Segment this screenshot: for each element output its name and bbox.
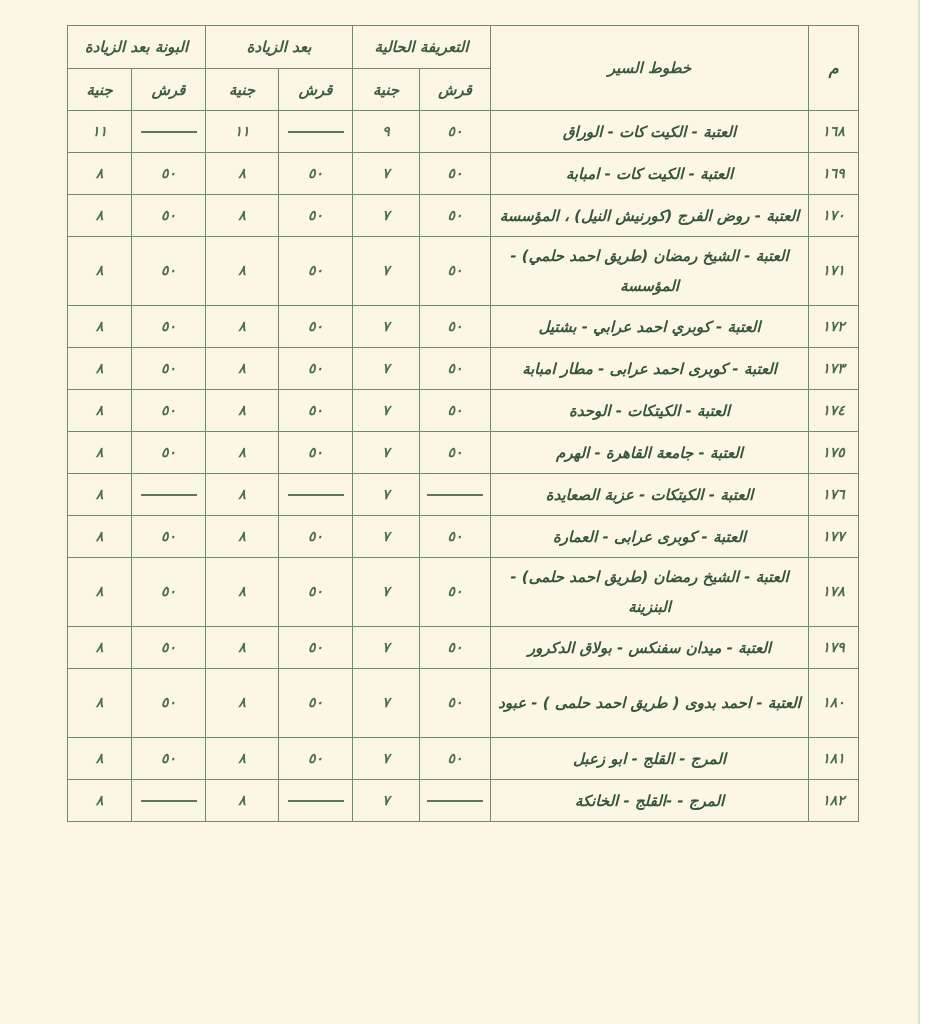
table-row: [68, 738, 859, 780]
route-name: العتبة - الشيخ رمضان (طريق احمد حلمي) - المؤسسة: [491, 237, 809, 306]
row-number: ١٨١: [809, 738, 859, 780]
current-piaster: ٥٠: [420, 516, 491, 558]
header-route: خطوط السير: [491, 26, 809, 111]
row-number: ١٨٢: [809, 780, 859, 822]
current-pound: ٧: [353, 780, 420, 822]
after-piaster: ٥٠: [279, 306, 353, 348]
route-name: العتبة - الكيتكات - الوحدة: [491, 390, 809, 432]
pass-piaster: ٥٠: [132, 558, 206, 627]
route-name: العتبة - احمد بدوى ( طريق احمد حلمى ) - عبود: [491, 669, 809, 738]
row-number: ١٧٦: [809, 474, 859, 516]
route-name: العتبة - كوبرى عرابى - العمارة: [491, 516, 809, 558]
after-pound: ٨: [206, 474, 279, 516]
pass-pound: ٨: [68, 306, 132, 348]
after-pound: ٨: [206, 153, 279, 195]
after-piaster: [279, 111, 353, 153]
header-current-piaster: قرش: [420, 69, 491, 111]
after-piaster: ٥٠: [279, 738, 353, 780]
header-num: م: [809, 26, 859, 111]
header-current-pound: جنية: [353, 69, 420, 111]
current-pound: ٧: [353, 237, 420, 306]
empty-dash: [288, 131, 344, 133]
table-row: [68, 627, 859, 669]
empty-dash: [427, 494, 483, 496]
pass-piaster: [132, 780, 206, 822]
route-name: العتبة - روض الفرج (كورنيش النيل) ، المؤسسة: [491, 195, 809, 237]
route-name: العتبة - الكيتكات - عزبة الصعايدة: [491, 474, 809, 516]
after-piaster: ٥٠: [279, 390, 353, 432]
current-pound: ٧: [353, 306, 420, 348]
table-row: [68, 195, 859, 237]
route-name: العتبة - الكيت كات - الوراق: [491, 111, 809, 153]
current-piaster: [420, 474, 491, 516]
route-name: العتبة - ميدان سفنكس - بولاق الدكرور: [491, 627, 809, 669]
current-pound: ٧: [353, 669, 420, 738]
table-row: [68, 780, 859, 822]
row-number: ١٧٩: [809, 627, 859, 669]
pass-piaster: ٥٠: [132, 153, 206, 195]
row-number: ١٦٨: [809, 111, 859, 153]
after-pound: ٨: [206, 669, 279, 738]
after-piaster: ٥٠: [279, 153, 353, 195]
header-current-fare: التعريفة الحالية: [353, 26, 491, 69]
pass-pound: ١١: [68, 111, 132, 153]
pass-pound: ٨: [68, 390, 132, 432]
route-name: المرج - -القلج - الخانكة: [491, 780, 809, 822]
pass-pound: ٨: [68, 348, 132, 390]
empty-dash: [288, 800, 344, 802]
row-number: ١٧٢: [809, 306, 859, 348]
current-piaster: ٥٠: [420, 237, 491, 306]
table-row: [68, 390, 859, 432]
pass-piaster: ٥٠: [132, 738, 206, 780]
after-pound: ١١: [206, 111, 279, 153]
current-piaster: ٥٠: [420, 111, 491, 153]
current-pound: ٧: [353, 516, 420, 558]
after-pound: ٨: [206, 558, 279, 627]
current-piaster: ٥٠: [420, 738, 491, 780]
row-number: ١٧٨: [809, 558, 859, 627]
fare-table: [67, 25, 859, 822]
current-piaster: [420, 780, 491, 822]
table-row: [68, 558, 859, 627]
empty-dash: [141, 494, 197, 496]
pass-piaster: [132, 474, 206, 516]
after-pound: ٨: [206, 432, 279, 474]
current-pound: ٩: [353, 111, 420, 153]
table-row: [68, 153, 859, 195]
empty-dash: [427, 800, 483, 802]
pass-pound: ٨: [68, 195, 132, 237]
current-pound: ٧: [353, 390, 420, 432]
after-pound: ٨: [206, 237, 279, 306]
header-pass-piaster: قرش: [132, 69, 206, 111]
after-pound: ٨: [206, 627, 279, 669]
header-pass-after-increase: البونة بعد الزيادة: [68, 26, 206, 69]
table-row: [68, 432, 859, 474]
pass-pound: ٨: [68, 153, 132, 195]
row-number: ١٨٠: [809, 669, 859, 738]
current-piaster: ٥٠: [420, 669, 491, 738]
after-piaster: ٥٠: [279, 516, 353, 558]
current-pound: ٧: [353, 432, 420, 474]
route-name: العتبة - الكيت كات - امبابة: [491, 153, 809, 195]
row-number: ١٧٠: [809, 195, 859, 237]
pass-pound: ٨: [68, 474, 132, 516]
current-piaster: ٥٠: [420, 390, 491, 432]
current-piaster: ٥٠: [420, 195, 491, 237]
row-number: ١٧٣: [809, 348, 859, 390]
current-piaster: ٥٠: [420, 153, 491, 195]
header-after-pound: جنية: [206, 69, 279, 111]
current-piaster: ٥٠: [420, 306, 491, 348]
table-row: [68, 474, 859, 516]
current-piaster: ٥٠: [420, 432, 491, 474]
pass-piaster: ٥٠: [132, 669, 206, 738]
table-row: [68, 306, 859, 348]
after-pound: ٨: [206, 306, 279, 348]
pass-pound: ٨: [68, 627, 132, 669]
after-pound: ٨: [206, 516, 279, 558]
pass-piaster: ٥٠: [132, 195, 206, 237]
pass-piaster: ٥٠: [132, 627, 206, 669]
after-piaster: ٥٠: [279, 558, 353, 627]
header-after-piaster: قرش: [279, 69, 353, 111]
pass-pound: ٨: [68, 669, 132, 738]
table-row: [68, 237, 859, 306]
pass-piaster: ٥٠: [132, 348, 206, 390]
empty-dash: [288, 494, 344, 496]
pass-piaster: ٥٠: [132, 306, 206, 348]
pass-piaster: ٥٠: [132, 516, 206, 558]
row-number: ١٧٧: [809, 516, 859, 558]
pass-piaster: [132, 111, 206, 153]
table-row: [68, 669, 859, 738]
route-name: المرج - القلج - ابو زعبل: [491, 738, 809, 780]
header-pass-pound: جنية: [68, 69, 132, 111]
pass-pound: ٨: [68, 432, 132, 474]
route-name: العتبة - كوبرى احمد عرابى - مطار امبابة: [491, 348, 809, 390]
table-row: [68, 111, 859, 153]
pass-pound: ٨: [68, 738, 132, 780]
route-name: العتبة - الشيخ رمضان (طريق احمد حلمى) - البنزينة: [491, 558, 809, 627]
after-piaster: [279, 474, 353, 516]
pass-pound: ٨: [68, 780, 132, 822]
pass-piaster: ٥٠: [132, 432, 206, 474]
pass-piaster: ٥٠: [132, 390, 206, 432]
current-piaster: ٥٠: [420, 627, 491, 669]
pass-pound: ٨: [68, 558, 132, 627]
current-pound: ٧: [353, 474, 420, 516]
after-pound: ٨: [206, 195, 279, 237]
row-number: ١٧٤: [809, 390, 859, 432]
after-piaster: ٥٠: [279, 627, 353, 669]
pass-pound: ٨: [68, 237, 132, 306]
row-number: ١٦٩: [809, 153, 859, 195]
after-piaster: ٥٠: [279, 348, 353, 390]
current-piaster: ٥٠: [420, 348, 491, 390]
after-piaster: ٥٠: [279, 432, 353, 474]
current-pound: ٧: [353, 738, 420, 780]
after-piaster: [279, 780, 353, 822]
empty-dash: [141, 800, 197, 802]
after-piaster: ٥٠: [279, 669, 353, 738]
current-pound: ٧: [353, 348, 420, 390]
current-pound: ٧: [353, 153, 420, 195]
header-after-increase: بعد الزيادة: [206, 26, 353, 69]
row-number: ١٧٥: [809, 432, 859, 474]
current-pound: ٧: [353, 558, 420, 627]
pass-piaster: ٥٠: [132, 237, 206, 306]
after-pound: ٨: [206, 780, 279, 822]
empty-dash: [141, 131, 197, 133]
pass-pound: ٨: [68, 516, 132, 558]
after-pound: ٨: [206, 390, 279, 432]
table-row: [68, 348, 859, 390]
after-pound: ٨: [206, 738, 279, 780]
current-pound: ٧: [353, 627, 420, 669]
after-pound: ٨: [206, 348, 279, 390]
after-piaster: ٥٠: [279, 195, 353, 237]
route-name: العتبة - جامعة القاهرة - الهرم: [491, 432, 809, 474]
row-number: ١٧١: [809, 237, 859, 306]
table-row: [68, 516, 859, 558]
route-name: العتبة - كوبري احمد عرابي - بشتيل: [491, 306, 809, 348]
current-pound: ٧: [353, 195, 420, 237]
current-piaster: ٥٠: [420, 558, 491, 627]
after-piaster: ٥٠: [279, 237, 353, 306]
